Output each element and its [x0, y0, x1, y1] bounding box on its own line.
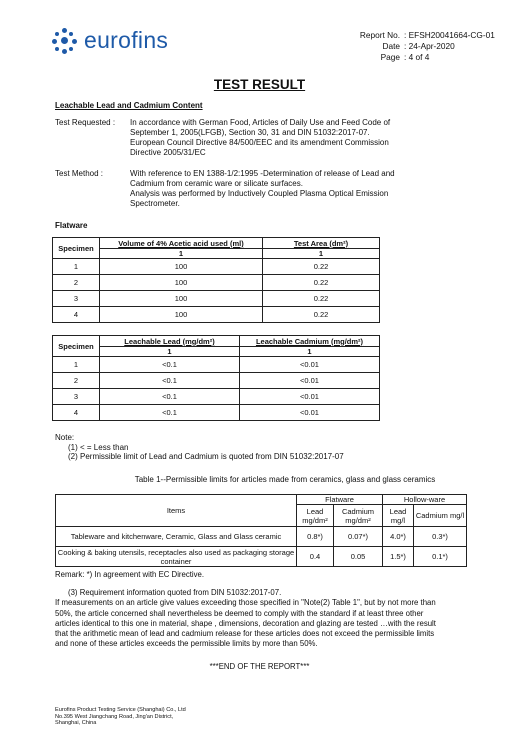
cell: 100	[100, 307, 263, 323]
table-row	[53, 357, 380, 373]
cell: <0.01	[240, 389, 380, 405]
cell: 1	[53, 259, 100, 275]
page-value: : 4 of 4	[404, 52, 430, 62]
table-row	[56, 547, 467, 567]
test-method-line: Analysis was performed by Inductively Coupled Plasma Optical Emission	[130, 189, 389, 198]
col-cadmium-hollow: Cadmium mg/l	[414, 505, 467, 527]
test-requested-line: European Council Directive 84/500/EEC and its amendment Commission	[130, 138, 389, 147]
page-title: TEST RESULT	[213, 77, 306, 92]
report-no-value: : EFSH20041664-CG-01	[404, 30, 495, 40]
remark: Remark: *) In agreement with EC Directive.	[55, 570, 205, 579]
cell: 3	[53, 291, 100, 307]
test-requested-text	[130, 118, 460, 158]
sub-header: 1	[263, 249, 380, 259]
cell: 0.3*)	[414, 527, 467, 547]
note-item: (2) Permissible limit of Lead and Cadmium is quoted from DIN 51032:2017-07	[68, 452, 344, 461]
volume-area-table	[52, 237, 380, 323]
date-value: : 24-Apr-2020	[404, 41, 455, 51]
requirement-line: and none of these articles exceeds the permissible limits by more than 50%.	[55, 639, 318, 649]
cell: <0.1	[100, 373, 240, 389]
report-no-label: Report No.	[359, 30, 400, 40]
cell: 100	[100, 275, 263, 291]
cell: 100	[100, 259, 263, 275]
test-method-line: Cadmium from ceramic ware or silicate surfaces.	[130, 179, 303, 188]
requirement-line: articles identical to this one in material, shape , dimensions, decoration and glazing are tested …with the result	[55, 618, 436, 628]
col-specimen: Specimen	[53, 238, 100, 259]
flatware-label: Flatware	[55, 221, 88, 230]
table-caption: Table 1--Permissible limits for articles made from ceramics, glass and glass ceramics	[134, 475, 436, 484]
test-method-line: Spectrometer.	[130, 199, 180, 208]
test-method-line: With reference to EN 1388-1/2:1995 -Determination of release of Lead and	[130, 169, 395, 178]
requirement-line: that the arithmetic mean of lead and cadmium release for these articles does not exceed the permissible limits	[55, 629, 435, 639]
page-label: Page	[380, 52, 400, 62]
cell: 4.0*)	[383, 527, 414, 547]
cell: Tableware and kitchenware, Ceramic, Glass and Glass ceramic	[56, 527, 297, 547]
col-cadmium-flat: Cadmium mg/dm²	[334, 505, 383, 527]
footer-line: Eurofins Product Testing Service (Shanghai) Co., Ltd	[55, 707, 186, 713]
requirement-heading: (3) Requirement information quoted from DIN 51032:2017-07.	[68, 588, 282, 597]
cell: 0.07*)	[334, 527, 383, 547]
permissible-limits-table	[55, 494, 467, 567]
cell: 100	[100, 291, 263, 307]
footer-line: Shanghai, China	[55, 720, 97, 727]
col-lead-flat: Lead mg/dm²	[297, 505, 334, 527]
test-method-text	[130, 169, 460, 209]
cell: 0.22	[263, 307, 380, 323]
cell: 0.4	[297, 547, 334, 567]
table-row	[53, 259, 380, 275]
table-row	[53, 389, 380, 405]
col-lead-hollow: Lead mg/l	[383, 505, 414, 527]
cell: <0.01	[240, 373, 380, 389]
table-row	[53, 291, 380, 307]
cell: 2	[53, 275, 100, 291]
report-meta	[353, 30, 495, 63]
cell: Cooking & baking utensils, receptacles also used as packaging storage container	[56, 547, 297, 567]
logo-text: eurofins	[84, 27, 169, 53]
cell: 0.05	[334, 547, 383, 567]
cell: 2	[53, 373, 100, 389]
col-volume: Volume of 4% Acetic acid used (ml)	[100, 238, 263, 249]
cell: 4	[53, 405, 100, 421]
requirement-info	[55, 588, 515, 650]
test-requested-label: Test Requested :	[55, 118, 116, 127]
col-flatware: Flatware	[297, 495, 383, 505]
col-items: Items	[56, 495, 297, 527]
cell: <0.01	[240, 405, 380, 421]
test-requested-line: September 1, 2005(LFGB), Section 30, 31 and DIN 51032:2017-07.	[130, 128, 370, 137]
cell: 0.8*)	[297, 527, 334, 547]
eurofins-logo	[52, 27, 168, 54]
requirement-line: 50%, the article concerned shall nevertheless be deemed to comply with the standard if at least three other	[55, 608, 424, 618]
col-area: Test Area (dm²)	[263, 238, 380, 249]
sub-header: 1	[100, 249, 263, 259]
cell: <0.1	[100, 357, 240, 373]
cell: <0.1	[100, 405, 240, 421]
end-of-report: ***END OF THE REPORT***	[209, 662, 310, 671]
test-requested-line: In accordance with German Food, Articles of Daily Use and Feed Code of	[130, 118, 391, 127]
test-method-label: Test Method :	[55, 169, 104, 178]
cell: 1	[53, 357, 100, 373]
footer-address	[55, 707, 186, 727]
date-label: Date	[382, 41, 400, 51]
cell: <0.1	[100, 389, 240, 405]
cell: 1.5*)	[383, 547, 414, 567]
section-title: Leachable Lead and Cadmium Content	[55, 101, 203, 110]
table-row	[53, 275, 380, 291]
cell: 3	[53, 389, 100, 405]
cell: 0.1*)	[414, 547, 467, 567]
cell: 0.22	[263, 259, 380, 275]
col-specimen: Specimen	[53, 336, 100, 357]
test-requested-line: Directive 2005/31/EC	[130, 148, 206, 157]
leachable-table	[52, 335, 380, 421]
table-row	[53, 405, 380, 421]
cell: 4	[53, 307, 100, 323]
cell: 0.22	[263, 291, 380, 307]
note-label: Note:	[55, 433, 75, 442]
table-row	[56, 527, 467, 547]
note-item: (1) < = Less than	[68, 442, 129, 452]
requirement-line: If measurements on an article give values exceeding those specified in "Note(2) Table 1", but by not more than	[55, 598, 436, 608]
eurofins-dots-icon	[52, 28, 78, 54]
table-row	[53, 307, 380, 323]
sub-header: 1	[240, 347, 380, 357]
col-hollowware: Hollow-ware	[383, 495, 467, 505]
cell: <0.01	[240, 357, 380, 373]
table-row	[53, 373, 380, 389]
notes	[55, 433, 344, 462]
sub-header: 1	[100, 347, 240, 357]
cell: 0.22	[263, 275, 380, 291]
col-lead: Leachable Lead (mg/dm²)	[100, 336, 240, 347]
col-cadmium: Leachable Cadmium (mg/dm²)	[240, 336, 380, 347]
footer-line: No.395 West Jiangchang Road, Jing'an District,	[55, 713, 174, 720]
